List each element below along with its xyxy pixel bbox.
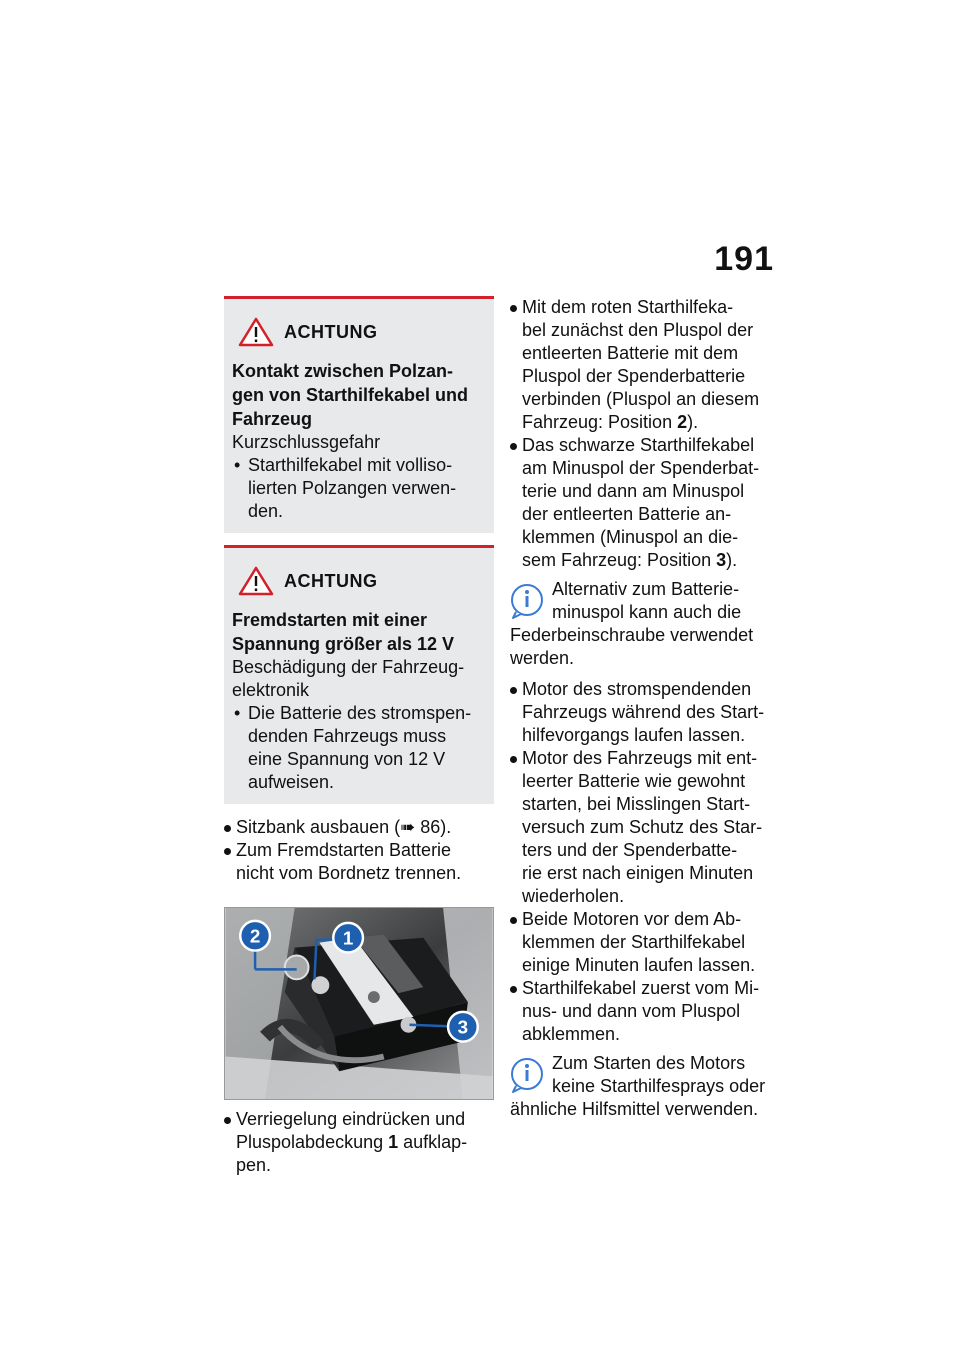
right-column bbox=[510, 296, 780, 1129]
warning-subtitle: Fremdstarten mit einer Spannung größer als 12 V bbox=[232, 610, 455, 654]
bullet-dot bbox=[224, 825, 231, 832]
step-keep-battery-connected: Zum Fremdstarten Batterie nicht vom Bordnetz trennen. bbox=[224, 839, 494, 885]
battery-figure bbox=[224, 907, 494, 1100]
info-icon bbox=[510, 582, 544, 620]
warning-triangle-icon bbox=[238, 317, 274, 347]
bullet-dot bbox=[224, 848, 231, 855]
bullet-dot bbox=[510, 687, 517, 694]
step-connect-red-cable: Mit dem roten Starthilfeka- bel zunächst den Pluspol der entleerten Batterie mit dem Pluspol der Spenderbatterie verbinden (Pluspol an diesem Fahrzeug: Position 2). bbox=[510, 296, 780, 434]
info-icon bbox=[510, 1056, 544, 1094]
step-connect-black-cable: Das schwarze Starthilfekabel am Minuspol der Spenderbat- terie und dann am Minuspol der entleerten Batterie an- klemmen (Minuspol an die- sem Fahrzeug: Position 3). bbox=[510, 434, 780, 572]
page-number: 191 bbox=[714, 240, 774, 278]
step-disconnect-cables: Starthilfekabel zuerst vom Mi- nus- und dann vom Pluspol abklemmen. bbox=[510, 977, 780, 1046]
warning-subtitle: Kontakt zwischen Polzan- gen von Starthilfekabel und Fahrzeug bbox=[232, 361, 469, 429]
step-start-engine: Motor des Fahrzeugs mit ent- leerter Batterie wie gewohnt starten, bei Misslingen Start- versuch zum Schutz des Star- ters und der Spenderbatte- rie erst nach einigen Minuten wiederholen. bbox=[510, 747, 780, 908]
bullet-dot bbox=[224, 1117, 231, 1124]
bullet-dot bbox=[510, 305, 517, 312]
warning-measure: • Die Batterie des stromspen- denden Fahrzeugs muss eine Spannung von 12 V aufweisen. bbox=[232, 702, 484, 794]
bullet-dot bbox=[510, 986, 517, 993]
bullet-dot bbox=[510, 756, 517, 763]
warning-box-short-circuit bbox=[224, 296, 494, 533]
warning-box-voltage bbox=[224, 545, 494, 804]
warning-consequence: Beschädigung der Fahrzeug- elektronik bbox=[232, 657, 465, 700]
step-let-engines-run: Beide Motoren vor dem Ab- klemmen der Starthilfekabel einige Minuten laufen lassen. bbox=[510, 908, 780, 977]
step-open-positive-cover: Verriegelung eindrücken und Pluspolabdeckung 1 aufklap- pen. bbox=[224, 1108, 494, 1177]
callout-1: 1 bbox=[342, 927, 354, 949]
info-note-no-starting-spray: Zum Starten des Motors keine Starthilfesprays oder ähnliche Hilfsmittel verwenden. bbox=[510, 1053, 766, 1119]
warning-consequence: Kurzschlussgefahr bbox=[232, 432, 381, 452]
warning-title: ACHTUNG bbox=[284, 570, 378, 591]
info-note-alternative-ground: Alternativ zum Batterie- minuspol kann auch die Federbeinschraube verwendet werden. bbox=[510, 579, 754, 668]
callout-2: 2 bbox=[249, 925, 261, 947]
left-column bbox=[224, 296, 494, 1177]
step-run-donor-engine: Motor des stromspendenden Fahrzeugs während des Start- hilfevorgangs laufen lassen. bbox=[510, 678, 780, 747]
step-remove-seat: Sitzbank ausbauen (➠ 86). bbox=[224, 816, 494, 839]
callout-3: 3 bbox=[457, 1016, 469, 1038]
warning-title: ACHTUNG bbox=[284, 321, 378, 342]
bullet-dot bbox=[510, 917, 517, 924]
bullet-dot bbox=[510, 443, 517, 450]
warning-measure: • Starthilfekabel mit volliso- lierten Polzangen verwen- den. bbox=[232, 454, 484, 523]
warning-triangle-icon bbox=[238, 566, 274, 596]
